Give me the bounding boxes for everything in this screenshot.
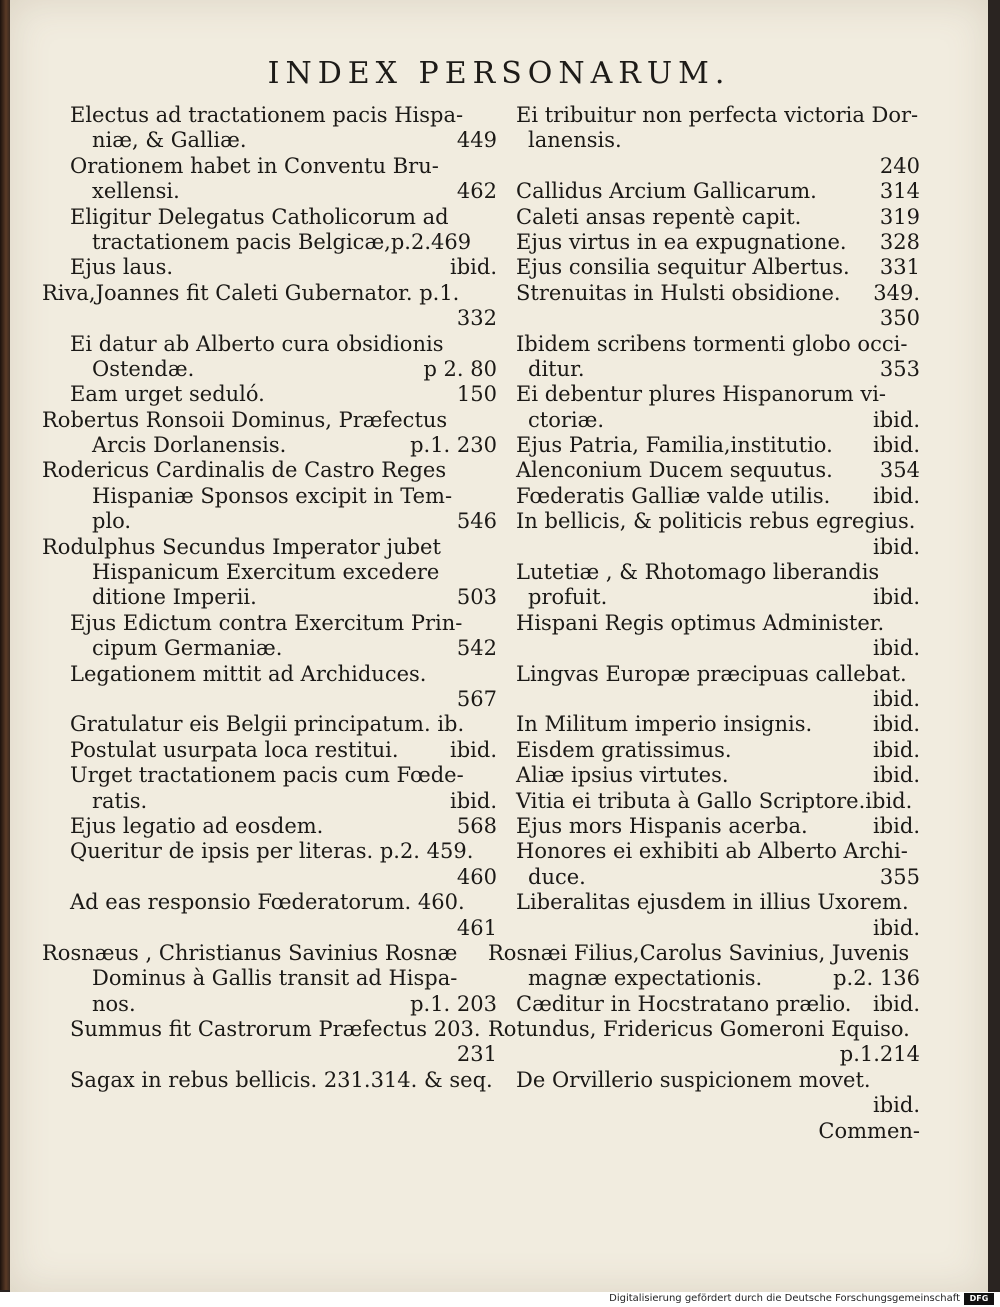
page-header: INDEX PERSONARUM. [267,56,731,91]
index-entry-text: Riva,Joannes fit Caleti Gubernator. p.1. [42,280,460,305]
index-line [488,865,920,890]
index-line [42,103,497,128]
index-line [488,1119,920,1144]
index-line [488,509,920,534]
index-line [488,1068,920,1093]
index-line [488,281,920,306]
index-entry-text: Ejus virtus in ea expugnatione. [516,229,847,254]
index-line [42,509,497,534]
index-line [488,814,920,839]
page-reference: ibid. [873,712,920,737]
index-entry-text: Strenuitas in Hulsti obsidione. [516,280,841,305]
index-entry-text: Summus fit Castrorum Præfectus 203. [70,1017,481,1042]
page-reference: 328 [879,229,920,254]
index-line [488,154,920,179]
index-entry-text: Postulat usurpata loca restitui. [70,737,399,762]
index-line [488,738,920,763]
index-line [488,205,920,230]
index-entry-text: Ejus consilia sequitur Albertus. [516,255,850,280]
index-entry-text: Rosnæus , Christianus Savinius Rosnæ [42,940,458,965]
index-line [488,179,920,204]
index-entry-text: Arcis Dorlanensis. [92,433,287,458]
index-entry-text: Rotundus, Fridericus Gomeroni Equiso. [488,1017,910,1042]
index-entry-text: Rodulphus Secundus Imperator jubet [42,534,441,559]
index-line [488,839,920,864]
page-reference: ibid. [873,763,920,788]
index-line [42,458,497,483]
index-line [488,687,920,712]
index-entry-text: niæ, & Galliæ. [92,128,247,153]
index-line [42,484,497,509]
index-entry-text: Lingvas Europæ præcipuas callebat. [516,661,907,686]
right-column [488,103,920,1144]
index-entry-text: ctoriæ. [528,407,605,432]
index-entry-text: Hispani Regis optimus Administer. [516,610,885,635]
page-reference: p.1. 230 [410,433,497,458]
index-line [488,128,920,153]
page-reference: ibid. [873,686,920,711]
page-reference: p.1. 203 [410,991,497,1016]
index-entry-text: ditur. [528,356,585,381]
index-line [488,712,920,737]
index-line [488,916,920,941]
index-line [488,332,920,357]
index-entry-text: Rodericus Cardinalis de Castro Reges [42,458,447,483]
index-entry-text: Lutetiæ , & Rhotomago liberandis [516,560,880,585]
footer-bar [0,1292,1000,1307]
index-entry-text: Ei datur ab Alberto cura obsidionis [70,331,444,356]
index-line [42,636,497,661]
left-column [42,103,497,1093]
index-entry-text: Queritur de ipsis per literas. p.2. 459. [70,839,474,864]
index-entry-text: Robertus Ronsoii Dominus, Præfectus [42,407,448,432]
index-line [42,585,497,610]
page-reference: ibid. [873,813,920,838]
index-line [42,382,497,407]
index-entry-text: Caleti ansas repentè capit. [516,204,802,229]
page-reference: ibid. [873,433,920,458]
index-entry-text: Fœderatis Galliæ valde utilis. [516,483,831,508]
index-entry-text: Eam urget seduló. [70,382,265,407]
page-reference: p 2. 80 [423,356,497,381]
index-line [42,1017,497,1042]
index-line [42,332,497,357]
index-entry-text: Electus ad tractationem pacis Hispa- [70,103,464,127]
index-entry-text: duce. [528,864,586,889]
index-line [42,687,497,712]
index-line [42,1068,497,1093]
index-entry-text: Vitia ei tributa à Gallo Scriptore.ibid. [516,788,913,813]
index-line [42,916,497,941]
page-reference: Commen- [818,1118,920,1143]
index-line [488,763,920,788]
page-reference: 503 [456,585,497,610]
index-line [42,992,497,1017]
book-page [10,0,988,1292]
page-reference: ibid. [873,1093,920,1118]
index-entry-text: Hispaniæ Sponsos excipit in Tem- [92,483,453,508]
page-reference: ibid. [873,737,920,762]
index-entry-text: Dominus à Gallis transit ad Hispa- [92,966,458,991]
index-line [42,763,497,788]
index-entry-text: Alenconium Ducem sequutus. [516,458,833,483]
page-reference: ibid. [450,737,497,762]
index-line [42,814,497,839]
page-reference: 460 [456,864,497,889]
index-line [42,154,497,179]
index-entry-text: plo. [92,509,132,534]
page-reference: 349. [873,280,920,305]
page-reference: p.2. 136 [833,966,920,991]
page-reference: p.1.214 [839,1042,920,1067]
index-entry-text: ratis. [92,788,148,813]
index-line [42,966,497,991]
index-line [42,611,497,636]
index-entry-text: lanensis. [528,128,622,153]
index-entry-text: Ei debentur plures Hispanorum vi- [516,382,887,407]
page-reference: 449 [456,128,497,153]
page-reference: ibid. [873,915,920,940]
page-reference: 331 [879,255,920,280]
index-entry-text: profuit. [528,585,608,610]
index-entry-text: nos. [92,991,136,1016]
index-entry-text: Rosnæi Filius,Carolus Savinius, Juvenis [488,940,910,965]
page-reference: ibid. [873,585,920,610]
index-entry-text: Urget tractationem pacis cum Fœde- [70,763,464,788]
index-line [488,966,920,991]
index-line [42,560,497,585]
dfg-logo-icon: DFG [964,1293,994,1305]
page-reference: 462 [456,179,497,204]
index-line [488,1017,920,1042]
index-line [488,941,920,966]
page-reference: 353 [879,356,920,381]
index-entry-text: Hispanicum Exercitum excedere [92,560,440,585]
index-entry-text: Eisdem gratissimus. [516,737,732,762]
index-line [488,890,920,915]
index-line [42,1042,497,1067]
index-entry-text: magnæ expectationis. [528,966,763,991]
index-line [42,179,497,204]
index-line [488,1042,920,1067]
index-line [42,738,497,763]
index-line [488,382,920,407]
index-line [488,103,920,128]
index-line [42,941,497,966]
index-line [488,408,920,433]
index-line [42,408,497,433]
index-line [488,662,920,687]
index-line [42,789,497,814]
index-entry-text: tractationem pacis Belgicæ,p.2.469 [92,229,472,254]
page-reference: ibid. [873,483,920,508]
index-entry-text: Gratulatur eis Belgii principatum. ib. [70,712,465,737]
index-line [42,535,497,560]
index-line [42,662,497,687]
page-reference: 567 [456,686,497,711]
index-line [488,458,920,483]
index-entry-text: xellensi. [92,179,180,204]
index-entry-text: Cæditur in Hocstratano prælio. [516,991,852,1016]
index-entry-text: Ad eas responsio Fœderatorum. 460. [70,890,465,915]
page-reference: ibid. [873,991,920,1016]
index-line [488,230,920,255]
index-entry-text: Eligitur Delegatus Catholicorum ad [70,204,449,229]
page-reference: 354 [879,458,920,483]
page-reference: ibid. [873,534,920,559]
index-entry-text: In bellicis, & politicis rebus egregius. [516,509,916,534]
index-entry-text: De Orvillerio suspicionem movet. [516,1067,871,1092]
index-line [488,560,920,585]
index-line [488,535,920,560]
index-line [42,230,497,255]
index-entry-text: Callidus Arcium Gallicarum. [516,179,817,204]
index-line [488,611,920,636]
index-entry-text: Sagax in rebus bellicis. 231.314. & seq. [70,1067,493,1092]
page-reference: 150 [456,382,497,407]
index-line [42,839,497,864]
index-line [488,1093,920,1118]
index-entry-text: Ejus legatio ad eosdem. [70,813,324,838]
book-binding [0,0,10,1290]
index-line [488,255,920,280]
page-reference: 332 [456,306,497,331]
index-line [42,865,497,890]
index-line [42,357,497,382]
index-line [42,433,497,458]
index-line [42,890,497,915]
page-reference: ibid. [450,255,497,280]
page-reference: 546 [456,509,497,534]
index-entry-text: Ibidem scribens tormenti globo occi- [516,331,908,356]
index-line [488,433,920,458]
index-line [488,636,920,661]
index-entry-text: cipum Germaniæ. [92,636,283,661]
index-entry-text: Legationem mittit ad Archiduces. [70,661,427,686]
page-reference: 314 [879,179,920,204]
index-entry-text: Liberalitas ejusdem in illius Uxorem. [516,890,909,915]
page-reference: 350 [879,306,920,331]
page-reference: ibid. [873,636,920,661]
index-entry-text: Ejus Edictum contra Exercitum Prin- [70,610,463,635]
index-line [488,306,920,331]
index-line [42,128,497,153]
index-entry-text: Honores ei exhibiti ab Alberto Archi- [516,839,908,864]
page-reference: 231 [456,1042,497,1067]
index-entry-text: Ejus Patria, Familia,institutio. [516,433,833,458]
page-reference: ibid. [450,788,497,813]
page-reference: 568 [456,813,497,838]
footer-credit: Digitalisierung gefördert durch die Deutsche Forschungsgemeinschaft [609,1293,960,1304]
page-reference: ibid. [873,407,920,432]
index-line [42,306,497,331]
index-line [42,205,497,230]
index-entry-text: Ostendæ. [92,356,195,381]
index-line [42,281,497,306]
index-entry-text: Ei tribuitur non perfecta victoria Dor- [516,103,919,127]
page-reference: 542 [456,636,497,661]
index-line [488,484,920,509]
index-line [488,585,920,610]
index-line [488,789,920,814]
index-entry-text: Aliæ ipsius virtutes. [516,763,729,788]
index-entry-text: Ejus mors Hispanis acerba. [516,813,808,838]
index-entry-text: In Militum imperio insignis. [516,712,813,737]
page-reference: 461 [456,915,497,940]
index-entry-text: Ejus laus. [70,255,174,280]
page-reference: 240 [879,153,920,178]
page-reference: 355 [879,864,920,889]
index-line [488,992,920,1017]
index-line [42,255,497,280]
page-reference: 319 [879,204,920,229]
index-entry-text: ditione Imperii. [92,585,257,610]
index-line [42,712,497,737]
index-entry-text: Orationem habet in Conventu Bru- [70,153,439,178]
index-line [488,357,920,382]
